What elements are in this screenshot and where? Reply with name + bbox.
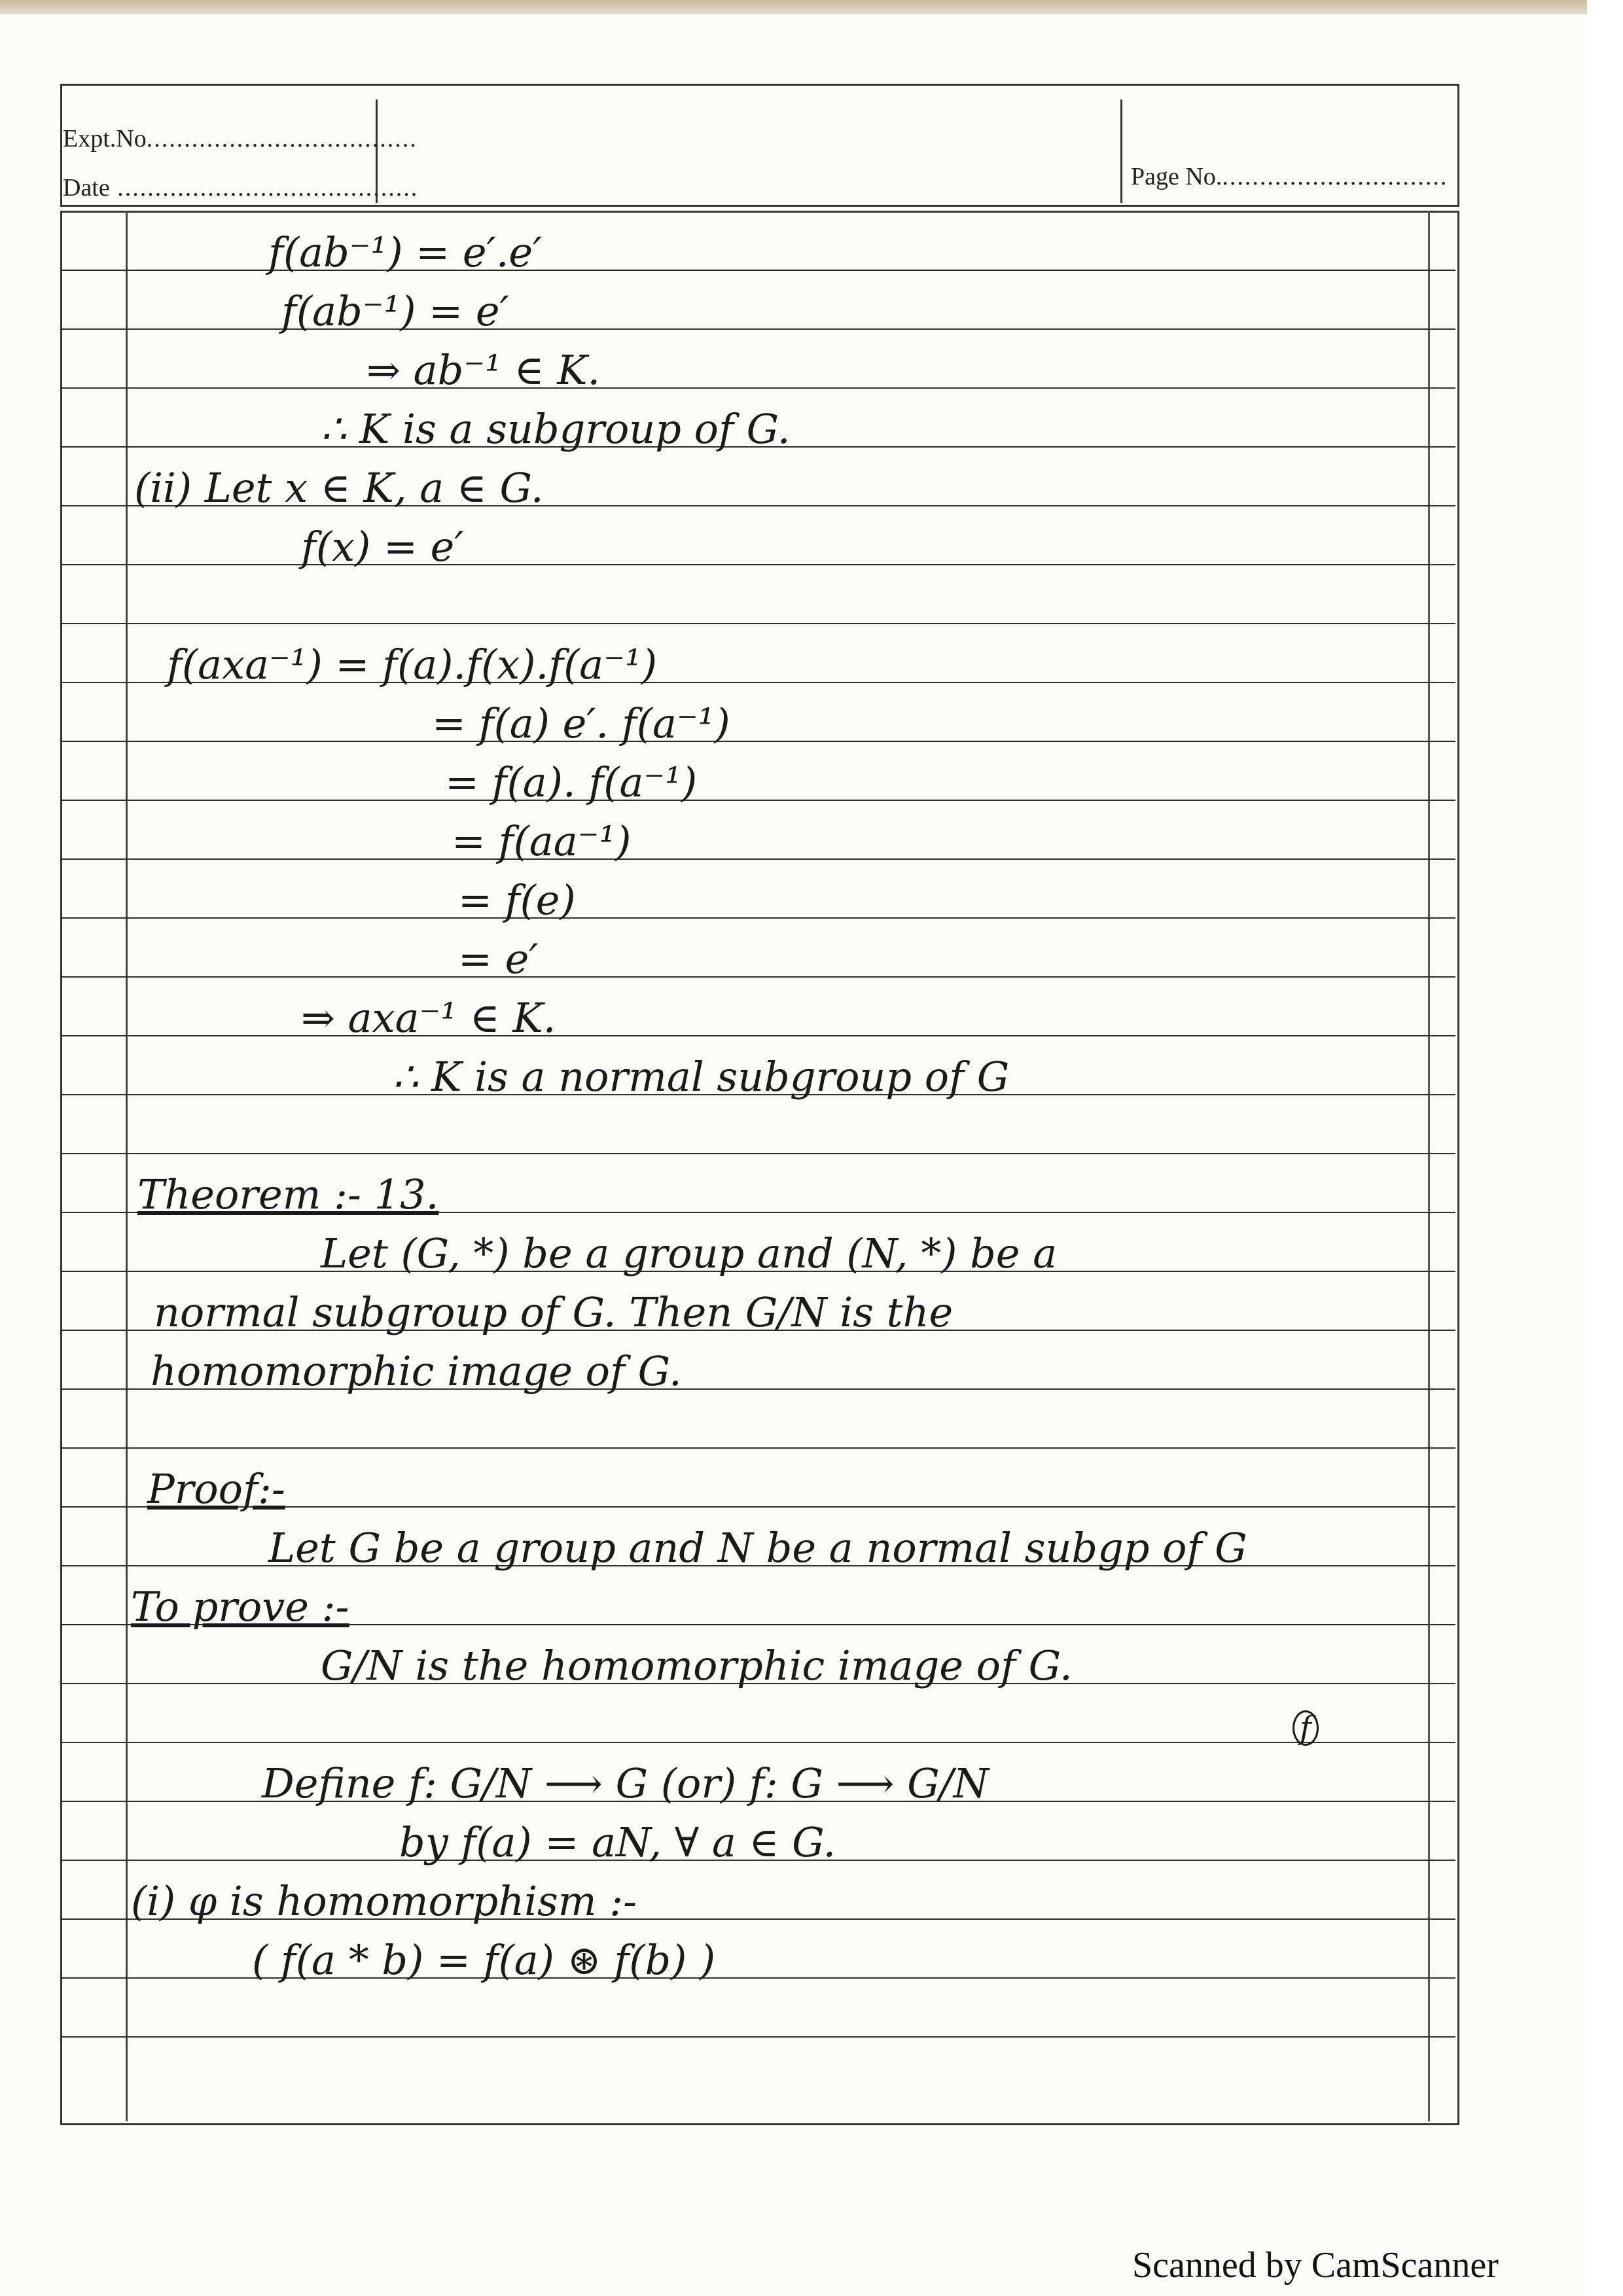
ruled-line [60, 858, 1455, 860]
proof-line: f(ab⁻¹) = e′ [281, 287, 509, 335]
theorem-statement: homomorphic image of G. [151, 1347, 682, 1395]
right-margin-line [1428, 211, 1430, 2121]
proof-line: f(ab⁻¹) = e′.e′ [268, 228, 543, 276]
ruled-line [60, 623, 1455, 624]
ruled-line [60, 564, 1455, 565]
to-prove-heading: To prove :- [131, 1583, 349, 1631]
proof-line: = f(aa⁻¹) [452, 817, 632, 865]
conclusion-line: ∴ K is a normal subgroup of G [393, 1053, 1010, 1101]
expt-no-label: Expt.No.................................... [63, 125, 418, 152]
proof-line: = f(e) [458, 876, 576, 924]
proof-heading: Proof:- [147, 1465, 285, 1513]
date-label: Date ........................................ [63, 174, 419, 202]
ruled-line [60, 976, 1455, 978]
ruled-line [60, 800, 1455, 801]
ruled-line [60, 1447, 1455, 1449]
ruled-line [60, 1035, 1455, 1036]
scanner-watermark: Scanned by CamScanner [1132, 2245, 1499, 2286]
proof-line: f(x) = e′ [301, 523, 464, 571]
page-no-label: Page No............................... [1131, 163, 1448, 190]
proof-line: (ii) Let x ∈ K, a ∈ G. [134, 464, 544, 512]
definition-line: by f(a) = aN, ∀ a ∈ G. [399, 1818, 836, 1866]
definition-line: Define f: G/N ⟶ G (or) f: G ⟶ G/N [262, 1759, 989, 1807]
ruled-line [60, 387, 1455, 389]
ruled-line [60, 741, 1455, 742]
circled-f-mark: f [1293, 1704, 1319, 1746]
proof-line: = e′ [458, 935, 539, 983]
ruled-line [60, 2036, 1455, 2038]
theorem-statement: normal subgroup of G. Then G/N is the [154, 1288, 954, 1336]
proof-line: = f(a). f(a⁻¹) [445, 758, 698, 806]
proof-line: ( f(a * b) = f(a) ⊛ f(b) ) [252, 1936, 716, 1984]
theorem-heading: Theorem :- 13. [137, 1171, 439, 1218]
proof-line: Let G be a group and N be a normal subgp of G [268, 1524, 1247, 1572]
page-top-edge [0, 0, 1623, 14]
ruled-line [60, 917, 1455, 919]
proof-line: ⇒ axa⁻¹ ∈ K. [301, 994, 556, 1042]
ruled-line [60, 1742, 1455, 1743]
left-margin-line [126, 211, 128, 2121]
theorem-statement: Let (G, *) be a group and (N, *) be a [321, 1229, 1058, 1277]
ruled-line [60, 1153, 1455, 1154]
proof-line: G/N is the homomorphic image of G. [321, 1642, 1073, 1689]
ruled-line [60, 328, 1455, 330]
proof-line: ∴ K is a subgroup of G. [321, 405, 791, 453]
page-right-edge [1587, 0, 1623, 2296]
step-heading: (i) φ is homomorphism :- [131, 1877, 637, 1925]
proof-line: = f(a) e′. f(a⁻¹) [432, 699, 730, 747]
proof-line: f(axa⁻¹) = f(a).f(x).f(a⁻¹) [167, 641, 658, 688]
proof-line: ⇒ ab⁻¹ ∈ K. [366, 346, 601, 394]
